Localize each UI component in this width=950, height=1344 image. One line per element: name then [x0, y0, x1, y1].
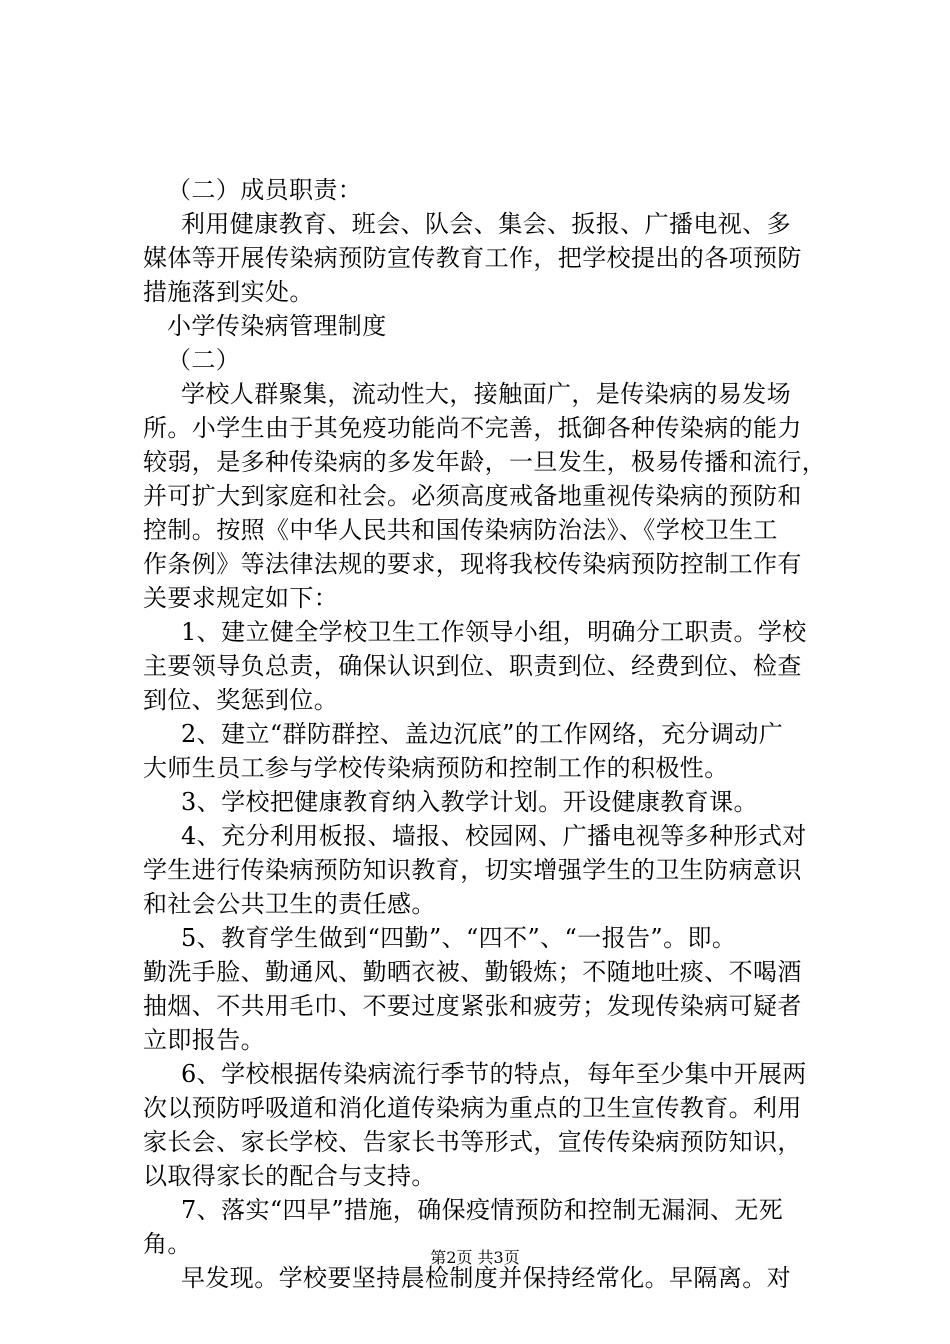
text-line: 到位、奖惩到位。 — [143, 686, 339, 714]
text-line: 1、建立健全学校卫生工作领导小组，明确分工职责。学校 — [181, 618, 807, 646]
document-body — [143, 173, 833, 1295]
text-line: 学生进行传染病预防知识教育，切实增强学生的卫生防病意识 — [143, 856, 802, 884]
text-line: 家长会、家长学校、告家长书等形式，宣传传染病预防知识， — [143, 1128, 802, 1156]
text-line: 次以预防呼吸道和消化道传染病为重点的卫生宣传教育。利用 — [143, 1094, 802, 1122]
text-line: 关要求规定如下： — [143, 584, 339, 612]
text-line: 7、落实“四早”措施，确保疫情预防和控制无漏洞、无死 — [181, 1196, 784, 1224]
text-line: 主要领导负总责，确保认识到位、职责到位、经费到位、检查 — [143, 652, 802, 680]
text-line: 所。小学生由于其免疫功能尚不完善，抵御各种传染病的能力 — [143, 414, 802, 442]
text-line: 大师生员工参与学校传染病预防和控制工作的积极性。 — [143, 754, 729, 782]
text-line: 5、教育学生做到“四勤”、“四不”、“一报告”。即。 — [181, 924, 737, 952]
page-footer: 第2页 共3页 — [430, 1248, 520, 1267]
text-line: 早发现。学校要坚持晨检制度并保持经常化。早隔离。对 — [181, 1264, 791, 1292]
text-line: 立即报告。 — [143, 1026, 265, 1054]
text-line: （二） — [167, 346, 241, 374]
text-line: （二）成员职责： — [167, 176, 363, 204]
text-line: 作条例》等法律法规的要求，现将我校传染病预防控制工作有 — [143, 550, 802, 578]
text-line: 较弱，是多种传染病的多发年龄，一旦发生，极易传播和流行， — [143, 448, 827, 476]
text-line: 抽烟、不共用毛巾、不要过度紧张和疲劳；发现传染病可疑者 — [143, 992, 802, 1020]
text-line: 控制。按照《中华人民共和国传染病防治法》、《学校卫生工 — [143, 516, 778, 544]
text-line: 2、建立“群防群控、盖边沉底”的工作网络，充分调动广 — [181, 720, 784, 748]
text-line: 6、学校根据传染病流行季节的特点，每年至少集中开展两 — [181, 1060, 807, 1088]
text-line: 4、充分利用板报、墙报、校园网、广播电视等多种形式对 — [181, 822, 807, 850]
text-line: 利用健康教育、班会、队会、集会、扳报、广播电视、多 — [181, 210, 791, 238]
text-line: 和社会公共卫生的责任感。 — [143, 890, 436, 918]
text-line: 学校人群聚集，流动性大，接触面广，是传染病的易发场 — [181, 380, 791, 408]
text-line: 3、学校把健康教育纳入教学计划。开设健康教育课。 — [181, 788, 758, 816]
text-line: 以取得家长的配合与支持。 — [143, 1162, 436, 1190]
text-line: 并可扩大到家庭和社会。必须高度戒备地重视传染病的预防和 — [143, 482, 802, 510]
text-line: 角。 — [143, 1230, 192, 1258]
text-line: 小学传染病管理制度 — [167, 312, 387, 340]
text-line: 措施落到实处。 — [143, 278, 314, 306]
text-line: 勤洗手脸、勤通风、勤晒衣被、勤锻炼；不随地吐痰、不喝酒 — [143, 958, 802, 986]
text-line: 媒体等开展传染病预防宣传教育工作，把学校提出的各项预防 — [143, 244, 802, 272]
